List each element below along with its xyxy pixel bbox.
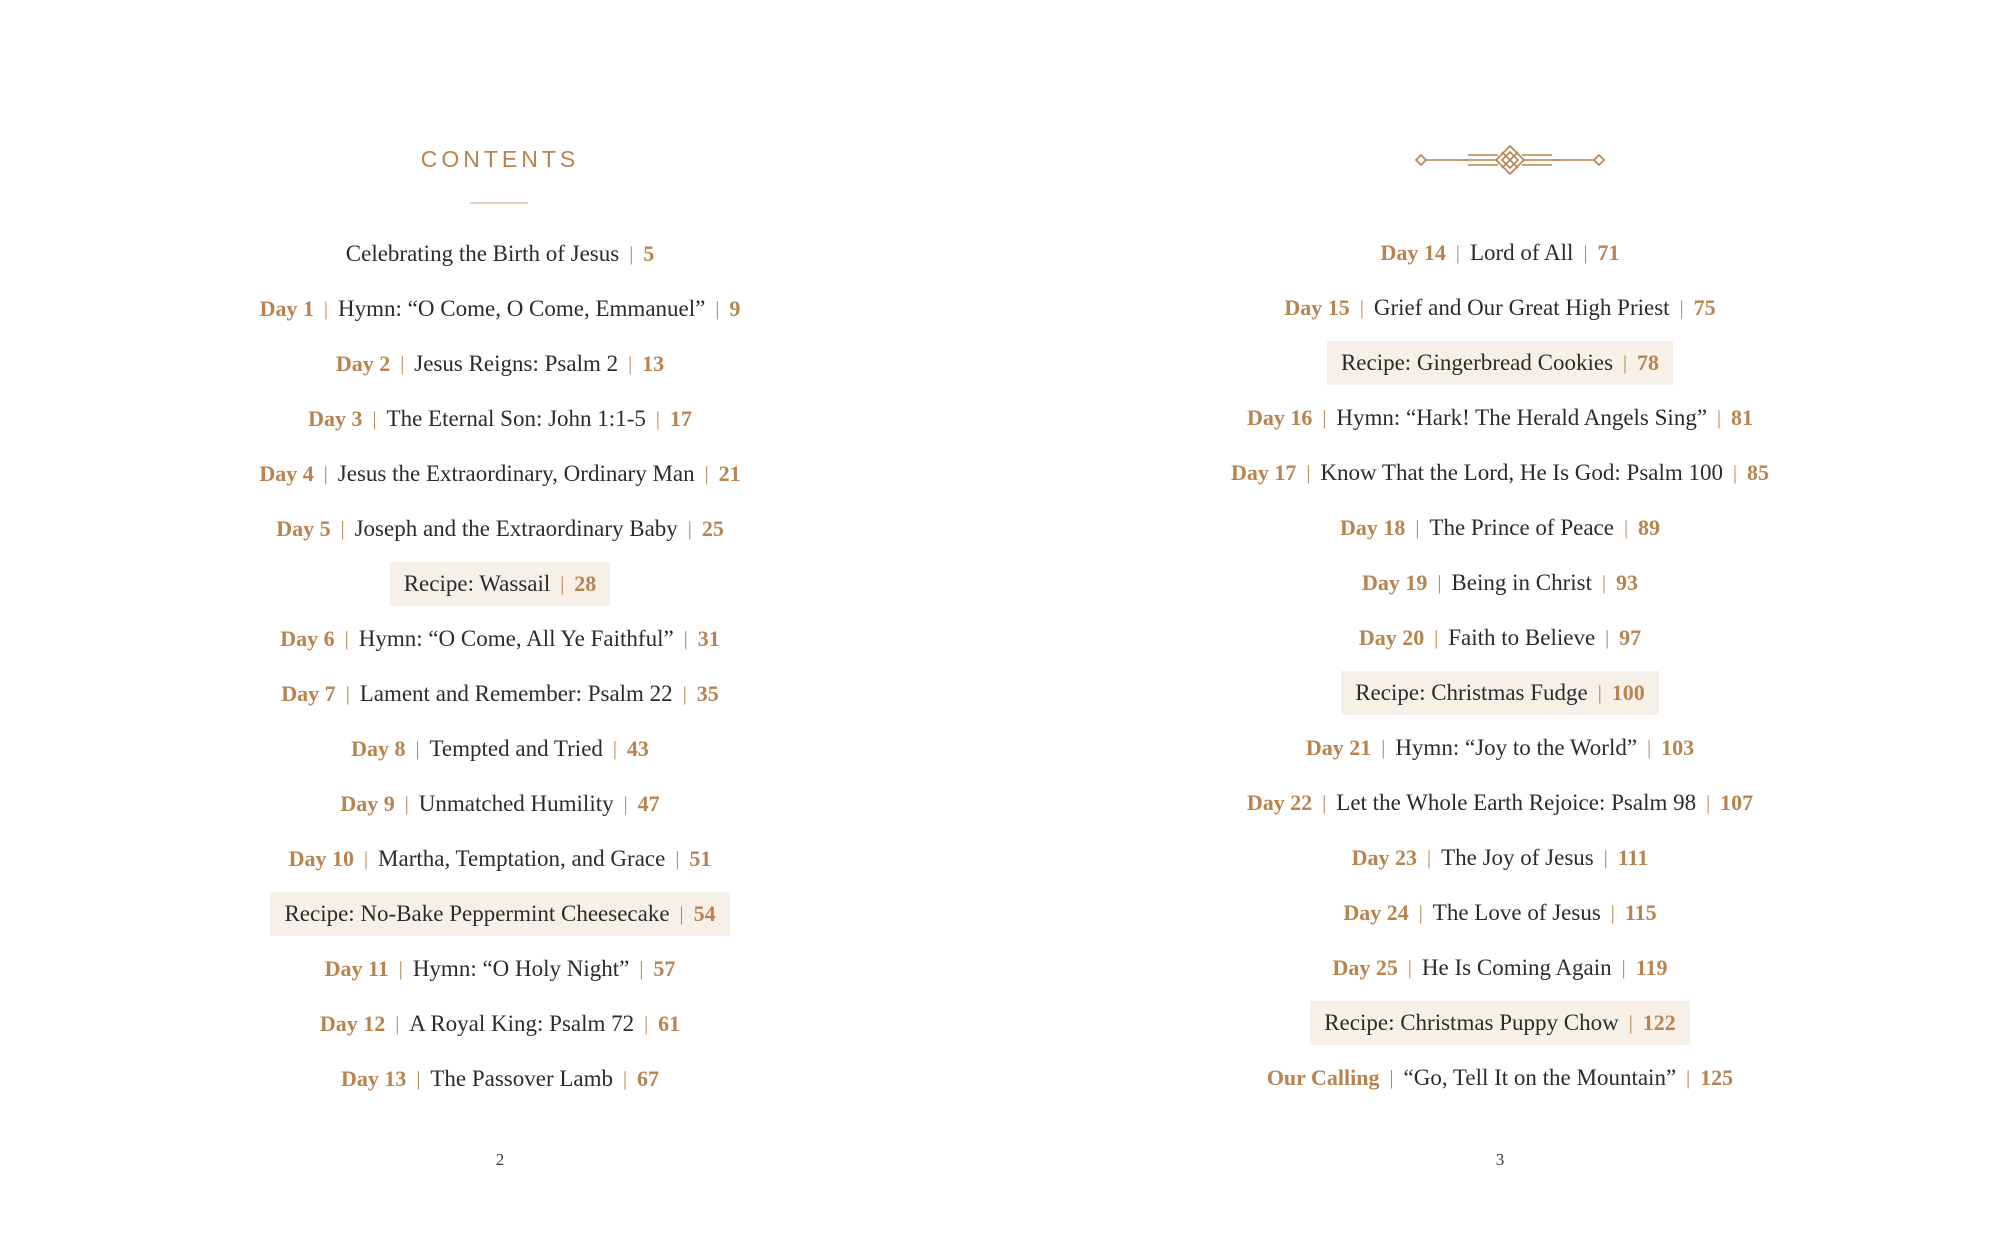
toc-row	[0, 226, 1000, 281]
toc-entry[interactable]	[267, 672, 732, 716]
toc-row	[1000, 720, 2000, 775]
separator: |	[682, 682, 687, 705]
toc-row	[1000, 445, 2000, 500]
toc-entry-day: Day 12	[319, 1010, 386, 1036]
toc-entry-title: Recipe: Wassail	[403, 570, 551, 596]
separator: |	[639, 957, 644, 980]
toc-entry-page: 67	[637, 1065, 660, 1091]
separator: |	[1322, 791, 1327, 814]
toc-entry[interactable]	[1348, 561, 1652, 605]
separator: |	[1415, 516, 1420, 539]
toc-row	[1000, 995, 2000, 1050]
separator: |	[612, 737, 617, 760]
toc-entry-page: 78	[1637, 349, 1660, 375]
toc-entry-page: 97	[1619, 624, 1642, 650]
toc-row	[0, 336, 1000, 391]
toc-row	[0, 941, 1000, 996]
toc-entry-day: Day 7	[281, 680, 336, 706]
toc-entry-title: Lament and Remember: Psalm 22	[359, 680, 673, 706]
toc-entry-title: Celebrating the Birth of Jesus	[345, 240, 620, 266]
separator: |	[715, 297, 720, 320]
toc-entry-page: 122	[1642, 1009, 1676, 1035]
toc-entry[interactable]	[1253, 1056, 1747, 1100]
toc-entry-day: Day 3	[308, 405, 363, 431]
toc-entry[interactable]	[306, 1002, 694, 1046]
toc-entry[interactable]	[1292, 726, 1708, 770]
toc-row	[1000, 335, 2000, 390]
toc-entry-page: 13	[642, 350, 665, 376]
toc-entry[interactable]	[1270, 286, 1729, 330]
separator: |	[1603, 846, 1608, 869]
separator: |	[1427, 846, 1432, 869]
toc-entry-title: Joseph and the Extraordinary Baby	[354, 515, 678, 541]
toc-entry-day: Day 14	[1380, 239, 1446, 265]
separator: |	[1434, 626, 1439, 649]
separator: |	[1381, 736, 1386, 759]
toc-entry-title: Recipe: Gingerbread Cookies	[1340, 349, 1614, 375]
toc-entry-page: 47	[637, 790, 660, 816]
toc-entry-title: Faith to Believe	[1448, 624, 1596, 650]
toc-entry-recipe[interactable]	[1341, 671, 1659, 715]
toc-entry-title: Grief and Our Great High Priest	[1373, 294, 1670, 320]
toc-entry-title: Let the Whole Earth Rejoice: Psalm 98	[1336, 789, 1697, 815]
separator: |	[560, 572, 565, 595]
toc-entry[interactable]	[332, 232, 668, 276]
toc-entry[interactable]	[294, 397, 706, 441]
toc-entry-title: The Joy of Jesus	[1441, 844, 1594, 870]
separator: |	[1647, 736, 1652, 759]
separator: |	[1437, 571, 1442, 594]
toc-entry-title: Hymn: “O Come, All Ye Faithful”	[358, 625, 674, 651]
toc-row	[0, 721, 1000, 776]
toc-entry-page: 111	[1617, 844, 1649, 870]
toc-entry[interactable]	[337, 727, 663, 771]
separator: |	[345, 682, 350, 705]
toc-entry[interactable]	[326, 782, 673, 826]
toc-entry-recipe[interactable]	[270, 892, 729, 936]
toc-row	[1000, 500, 2000, 555]
toc-entry-title: Recipe: Christmas Fudge	[1355, 679, 1588, 705]
separator: |	[1359, 296, 1364, 319]
toc-entry-recipe[interactable]	[1327, 341, 1673, 385]
separator: |	[1686, 1066, 1691, 1089]
toc-entry-title: Hymn: “Hark! The Herald Angels Sing”	[1336, 404, 1708, 430]
toc-row	[0, 556, 1000, 611]
separator: |	[623, 1067, 628, 1090]
toc-entry-recipe[interactable]	[390, 562, 611, 606]
toc-entry[interactable]	[1217, 451, 1783, 495]
separator: |	[416, 1067, 421, 1090]
toc-row	[0, 831, 1000, 886]
toc-entry-day: Day 5	[276, 515, 331, 541]
toc-entry-title: Recipe: No-Bake Peppermint Cheesecake	[284, 900, 670, 926]
toc-row	[0, 501, 1000, 556]
toc-entry-title: Recipe: Christmas Puppy Chow	[1324, 1009, 1619, 1035]
separator: |	[1455, 241, 1460, 264]
toc-entry-title: Know That the Lord, He Is God: Psalm 100	[1320, 459, 1724, 485]
toc-entry-title: Hymn: “O Come, O Come, Emmanuel”	[338, 295, 706, 321]
toc-row	[0, 886, 1000, 941]
toc-entry-title: Hymn: “Joy to the World”	[1395, 734, 1638, 760]
toc-row	[1000, 610, 2000, 665]
toc-entry-page: 28	[574, 570, 597, 596]
separator: |	[1679, 296, 1684, 319]
toc-entry[interactable]	[311, 947, 690, 991]
toc-row	[1000, 555, 2000, 610]
page-number-left: 2	[495, 1150, 505, 1169]
toc-entry-day: Day 1	[259, 295, 315, 321]
toc-entry-page: 107	[1720, 789, 1754, 815]
toc-entry-day: Day 18	[1340, 514, 1406, 540]
separator: |	[324, 297, 329, 320]
toc-row	[1000, 940, 2000, 995]
separator: |	[1306, 461, 1311, 484]
toc-entry-title: Jesus the Extraordinary, Ordinary Man	[337, 460, 695, 486]
toc-row	[0, 446, 1000, 501]
toc-row	[1000, 885, 2000, 940]
toc-entry-day: Our Calling	[1266, 1064, 1380, 1090]
right-page	[1000, 0, 2000, 1245]
toc-entry[interactable]	[246, 287, 755, 331]
separator: |	[1610, 901, 1615, 924]
heading-underline	[470, 202, 528, 204]
toc-entry[interactable]	[1329, 891, 1670, 935]
toc-entry-recipe[interactable]	[1310, 1001, 1690, 1045]
toc-entry-title: The Passover Lamb	[430, 1065, 614, 1091]
toc-entry-page: 100	[1611, 679, 1645, 705]
separator: |	[398, 957, 403, 980]
separator: |	[623, 792, 628, 815]
toc-row	[1000, 665, 2000, 720]
separator: |	[344, 627, 349, 650]
toc-entry-title: The Eternal Son: John 1:1-5	[386, 405, 646, 431]
toc-entry-page: 57	[653, 955, 676, 981]
separator: |	[400, 352, 405, 375]
toc-entry-title: Lord of All	[1469, 239, 1574, 265]
toc-entry[interactable]	[1338, 836, 1663, 880]
separator: |	[704, 462, 709, 485]
toc-entry-day: Day 8	[351, 735, 406, 761]
separator: |	[1601, 571, 1606, 594]
toc-entry-page: 5	[643, 240, 655, 266]
toc-entry[interactable]	[1367, 231, 1634, 275]
toc-row	[1000, 830, 2000, 885]
toc-entry-page: 115	[1624, 899, 1657, 925]
toc-entry-page: 21	[718, 460, 741, 486]
toc-entry-title: Hymn: “O Holy Night”	[412, 955, 630, 981]
separator: |	[1322, 406, 1327, 429]
toc-entry[interactable]	[1233, 781, 1767, 825]
toc-entry-day: Day 20	[1358, 624, 1425, 650]
toc-row	[0, 666, 1000, 721]
toc-entry-title: Being in Christ	[1451, 569, 1592, 595]
separator: |	[1623, 516, 1628, 539]
separator: |	[404, 792, 409, 815]
toc-entry-day: Day 19	[1362, 569, 1428, 595]
toc-entry-day: Day 4	[259, 460, 314, 486]
toc-row	[0, 776, 1000, 831]
toc-entry-title: He Is Coming Again	[1421, 954, 1612, 980]
toc-entry-day: Day 23	[1351, 844, 1418, 870]
toc-entry[interactable]	[275, 837, 726, 881]
toc-row	[0, 611, 1000, 666]
toc-row	[1000, 225, 2000, 280]
separator: |	[1407, 956, 1412, 979]
toc-entry[interactable]	[1233, 396, 1767, 440]
toc-entry-page: 61	[658, 1010, 681, 1036]
separator: |	[415, 737, 420, 760]
toc-entry-day: Day 2	[335, 350, 391, 376]
toc-entry-title: Tempted and Tried	[429, 735, 603, 761]
separator: |	[629, 242, 634, 265]
toc-entry-day: Day 15	[1284, 294, 1350, 320]
separator: |	[1389, 1066, 1394, 1089]
separator: |	[364, 847, 369, 870]
separator: |	[1605, 626, 1610, 649]
toc-entry-page: 81	[1731, 404, 1754, 430]
toc-row	[0, 996, 1000, 1051]
toc-entry-page: 17	[669, 405, 692, 431]
toc-entry-day: Day 10	[288, 845, 355, 871]
toc-entry-page: 85	[1747, 459, 1770, 485]
toc-entry-day: Day 21	[1305, 734, 1372, 760]
separator: |	[340, 517, 345, 540]
toc-entry-title: A Royal King: Psalm 72	[409, 1010, 635, 1036]
toc-entry-page: 51	[689, 845, 712, 871]
toc-entry[interactable]	[1326, 506, 1674, 550]
decorative-flourish-icon	[1410, 140, 1610, 180]
toc-entry-page: 71	[1597, 239, 1620, 265]
toc-entry-day: Day 6	[280, 625, 335, 651]
contents-heading: CONTENTS	[420, 146, 580, 172]
toc-entry-page: 25	[701, 515, 724, 541]
toc-row	[0, 1051, 1000, 1106]
toc-entry-day: Day 24	[1343, 899, 1409, 925]
separator: |	[1597, 681, 1602, 704]
toc-entry-day: Day 16	[1246, 404, 1313, 430]
toc-entry-page: 125	[1700, 1064, 1734, 1090]
toc-entry-page: 93	[1615, 569, 1638, 595]
toc-entry-day: Day 9	[340, 790, 395, 816]
separator: |	[1621, 956, 1626, 979]
toc-entry[interactable]	[322, 342, 678, 386]
separator: |	[1623, 351, 1628, 374]
toc-entry-page: 89	[1637, 514, 1660, 540]
toc-entry-day: Day 17	[1230, 459, 1297, 485]
separator: |	[644, 1012, 649, 1035]
toc-entry-day: Day 11	[324, 955, 389, 981]
toc-row	[1000, 280, 2000, 335]
separator: |	[628, 352, 633, 375]
toc-entry-title: Unmatched Humility	[418, 790, 614, 816]
toc-entry[interactable]	[266, 617, 733, 661]
separator: |	[1583, 241, 1588, 264]
separator: |	[372, 407, 377, 430]
toc-row	[0, 391, 1000, 446]
toc-entry-day: Day 22	[1246, 789, 1313, 815]
toc-entry-page: 9	[729, 295, 741, 321]
toc-entry-page: 75	[1693, 294, 1716, 320]
toc-entry[interactable]	[262, 507, 738, 551]
toc-row	[1000, 775, 2000, 830]
separator: |	[687, 517, 692, 540]
toc-entry-page: 54	[693, 900, 716, 926]
toc-entry-day: Day 25	[1332, 954, 1398, 980]
toc-entry-page: 31	[697, 625, 720, 651]
toc-entry-page: 35	[696, 680, 719, 706]
separator: |	[1706, 791, 1711, 814]
separator: |	[683, 627, 688, 650]
separator: |	[1717, 406, 1722, 429]
toc-entry[interactable]	[245, 452, 754, 496]
separator: |	[323, 462, 328, 485]
separator: |	[679, 902, 684, 925]
toc-entry-title: The Love of Jesus	[1432, 899, 1601, 925]
separator: |	[655, 407, 660, 430]
toc-entry-title: Jesus Reigns: Psalm 2	[414, 350, 619, 376]
toc-entry[interactable]	[327, 1057, 673, 1101]
separator: |	[1418, 901, 1423, 924]
toc-entry[interactable]	[1319, 946, 1682, 990]
toc-entry-day: Day 13	[340, 1065, 407, 1091]
toc-list-left	[0, 226, 1000, 1106]
separator: |	[395, 1012, 400, 1035]
toc-entry-page: 119	[1635, 954, 1668, 980]
toc-row	[1000, 390, 2000, 445]
toc-row	[1000, 1050, 2000, 1105]
toc-entry-page: 103	[1661, 734, 1695, 760]
toc-entry-title: The Prince of Peace	[1429, 514, 1614, 540]
toc-entry-title: Martha, Temptation, and Grace	[378, 845, 666, 871]
toc-row	[0, 281, 1000, 336]
page-number-right: 3	[1495, 1150, 1505, 1169]
toc-list-right	[1000, 225, 2000, 1105]
toc-entry-title: “Go, Tell It on the Mountain”	[1403, 1064, 1677, 1090]
toc-entry[interactable]	[1345, 616, 1655, 660]
separator: |	[675, 847, 680, 870]
toc-entry-page: 43	[626, 735, 649, 761]
separator: |	[1733, 461, 1738, 484]
separator: |	[1628, 1011, 1633, 1034]
